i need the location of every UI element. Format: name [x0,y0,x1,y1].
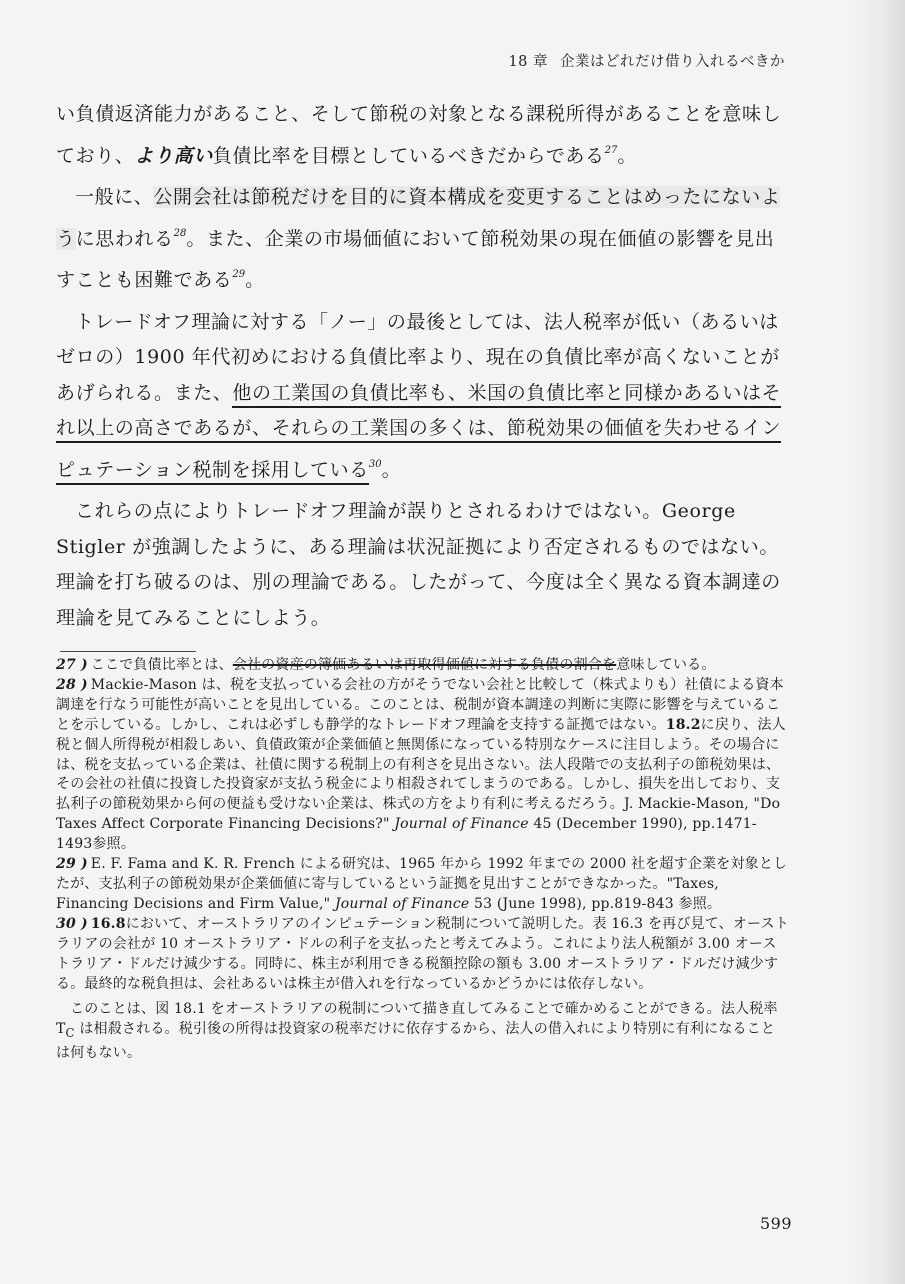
p2-text-1: 一般に、 [75,186,154,208]
chapter-title: 企業はどれだけ借り入れるべきか [560,54,785,70]
footnote-ref-27[interactable]: 27 [604,144,618,156]
fn28-text-3: 45 (December 1990), pp.1471-1493参照。 [56,816,757,853]
p3-underlined-text: 他の工業国の負債比率も、米国の負債比率と同様かあるいはそれ以上の高さであるが、それらの工業国の多くは、節税効果の価値を失わせるインピュテーション税制を採用している [56,382,781,485]
fn27-struck-text: 会社の資産の簿価あるいは再取得価値に対する負債の割合を [232,657,617,673]
p3-text-1: トレードオフ理論に対する「ノー」の最後としては、法人税率が低い（あるいはゼロの）1900 年代初めにおける負債比率より、現在の負債比率が高くないことがあげられる。また、 [56,310,780,404]
paragraph-1 [56,97,791,174]
page-edge-shadow [845,0,905,1284]
footnote-ref-28[interactable]: 28 [173,227,187,239]
section-ref: 18.2 [665,716,701,733]
footnote-ref-29[interactable]: 29 [232,269,246,280]
footnote-divider [60,651,196,652]
p2-highlighted-text: 公開会社は節税だけを目的に資本構成を変更することはめったにないよう [56,186,781,250]
footnote-27 [56,656,789,676]
fn27-text-2: 意味している。 [616,657,716,673]
paragraph-2 [56,180,791,299]
p3-text-2: 。 [381,458,402,481]
footnote-30 [56,915,789,995]
fn30-text-3: は相殺される。税引後の所得は投資家の税率だけに依存するから、法人の借入れにより特別に有利になることは何もない。 [56,1021,776,1062]
p2-text-4: 。 [245,269,265,291]
footnote-number: 30 ) [56,915,88,932]
footnotes [56,656,789,1064]
footnote-number: 27 ) [56,657,88,673]
p1-text-2: 負債比率を目標としているべきだからである [212,144,605,167]
footnote-ref-30[interactable]: 30 [368,458,382,470]
footnote-28 [56,676,789,855]
p1-emphasis: より高い [134,144,213,167]
footnote-29 [56,855,789,915]
fn28-text-2: に戻り、法人税と個人所得税が相殺しあい、負債政策が企業価値と無関係になっている特別なケースに注目しよう。その場合には、税を支払っている企業は、社債に関する税制上の有利さを見出さない。法人段階での支払利子の節税効果は、その会社の社債に投資した投資家が支払う税金により相殺されてしまうのである。しかし、損失を出しており、支払利子の節税効果から何の便益も受けない企業は、株式の方をより有利に考えるだろう。J. Mackie-Mason, "Do Taxes Affect Corporate Financing Decisions?" [56,716,786,833]
page-number: 599 [759,1214,792,1233]
section-ref: 16.8 [90,915,126,932]
p2-text-3: 。また、企業の市場価値において節税効果の現在価値の影響を見出すことも困難である [56,227,775,291]
main-text [56,97,791,636]
p1-text-1: い負債返済能力があること、そして節税の対象となる課税所得があることを意味しており、 [56,103,782,167]
footnote-30-continuation [56,1000,789,1064]
journal-title: Journal of Finance [334,895,470,912]
chapter-number: 18 章 [508,54,548,70]
fn29-text-1: E. F. Fama and K. R. French による研究は、1965 年から 1992 年までの 2000 社を超す企業を対象としたが、支払利子の節税効果が企業価値に寄与しているという証拠を見出すことができなかった。"Taxes, Financing Decisions and Firm Value," [56,856,788,912]
paragraph-3 [56,305,791,489]
p2-text-2: に思われる [75,227,174,250]
footnote-number: 28 ) [56,676,88,693]
subscript-c: C [65,1026,75,1041]
fn29-text-2: 53 (June 1998), pp.819-843 参照。 [469,895,722,912]
running-header [508,50,785,71]
footnote-number: 29 ) [56,856,88,873]
journal-title: Journal of Finance [394,816,529,833]
p1-text-3: 。 [617,144,637,167]
fn28-text-1: Mackie-Mason は、税を支払っている会社の方がそうでない会社と比較して（株式よりも）社債による資本調達を行なう可能性が高いことを見出している。このことは、税制が資本調達の判断に実際に影響を与えていることを示している。しかし、これは必ずしも静学的なトレードオフ理論を支持する証拠ではない。 [56,676,784,733]
paragraph-4: これらの点によりトレードオフ理論が誤りとされるわけではない。George Stigler が強調したように、ある理論は状況証拠により否定されるものではない。理論を打ち破るのは、別の理論である。したがって、今度は全く異なる資本調達の理論を見てみることにしよう。 [56,500,781,629]
fn30-text-1: において、オーストラリアのインピュテーション税制について説明した。表 16.3 を再び見て、オーストラリアの会社が 10 オーストラリア・ドルの利子を支払ったと考えてみよう。これにより法人税額が 3.00 オーストラリア・ドルだけ減少する。同時に、株主が利用できる税額控除の額も 3.00 オーストラリア・ドルだけ減少する。最終的な税負担は、会社あるいは株主が借入れを行なっているかどうかには依存しない。 [56,915,789,992]
fn27-text-1: ここで負債比率とは、 [90,657,233,673]
fn30-text-2: このことは、図 18.1 をオーストラリアの税制について描き直してみることで確かめることができる。法人税率 T [56,1001,778,1038]
